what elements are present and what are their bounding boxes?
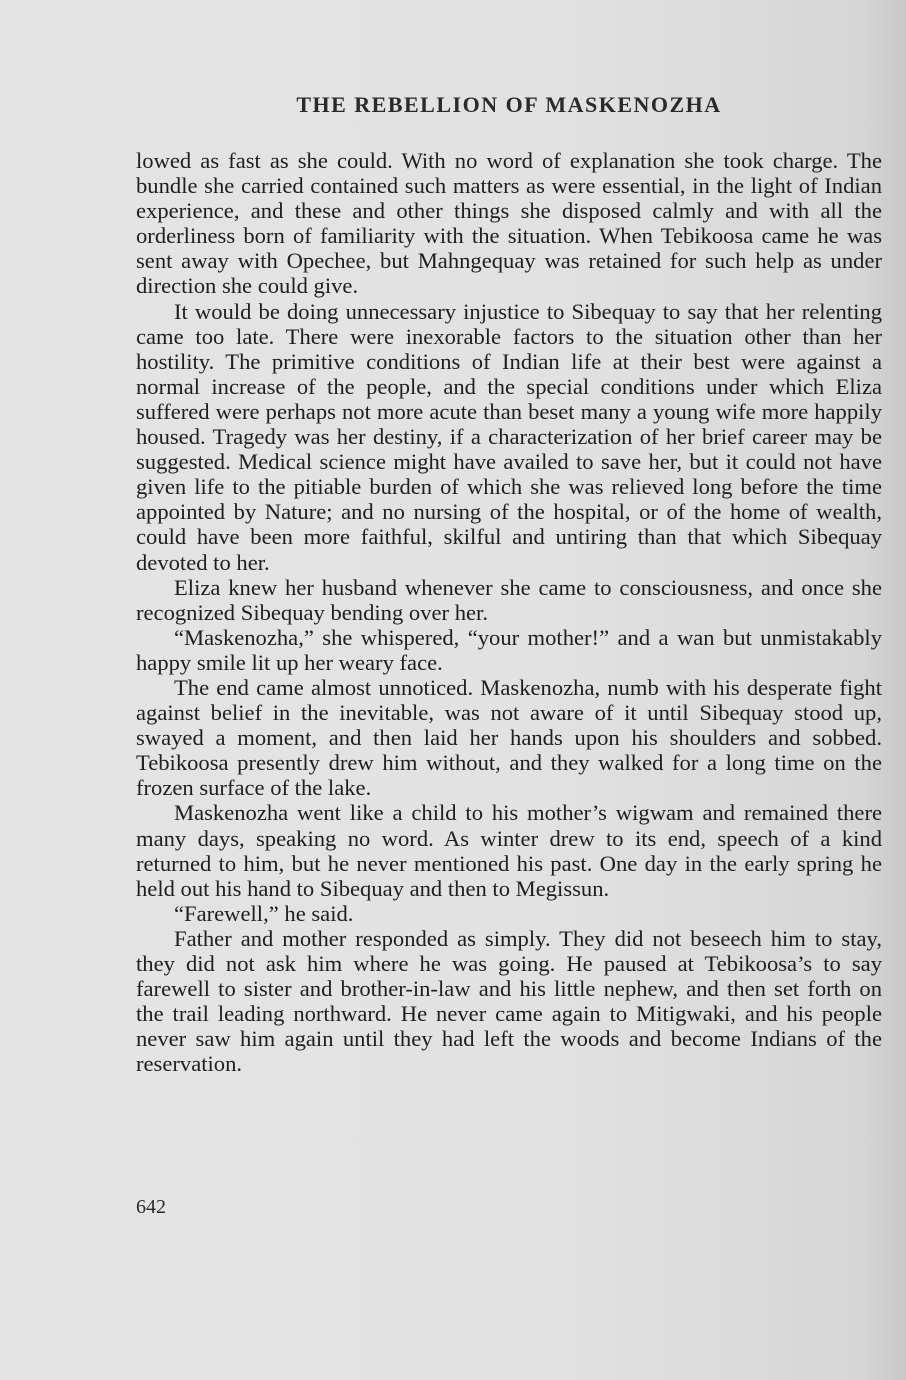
paragraph-3: Eliza knew her husband whenever she came to consciousness, and once she recognized Sibequay bending over her. [136, 574, 882, 625]
paragraph-8: Father and mother responded as simply. They did not beseech him to stay, they did not ask him where he was going. He paused at Tebikoosa’s to say farewell to sister and brother-in-law and his little nephew, and then set forth on the trail leading northward. He never came again to Mitigwaki, and his people never saw him again until they had left the woods and become Indians of the reservation. [136, 925, 882, 1077]
running-title: THE REBELLION OF MASKENOZHA [296, 92, 722, 117]
paragraph-1: lowed as fast as she could. With no word of explanation she took charge. The bundle she carried contained such matters as were essential, in the light of Indian experience, and these and other things she disposed calmly and with all the orderliness born of familiarity with the situation. When Tebikoosa came he was sent away with Opechee, but Mahngequay was retained for such help as under direction she could give. [136, 148, 882, 299]
paragraph-6: Maskenozha went like a child to his mother’s wigwam and remained there many days, speaking no word. As winter drew to its end, speech of a kind returned to him, but he never mentioned his past. One day in the early spring he held out his hand to Sibequay and then to Megissun. [136, 800, 882, 901]
paragraph-5: The end came almost unnoticed. Maskenozha, numb with his desperate fight against belief in the inevitable, was not aware of it until Sibequay stood up, swayed a moment, and then laid her hands upon his shoulders and sobbed. Tebikoosa presently drew him without, and they walked for a long time on the frozen surface of the lake. [136, 674, 882, 801]
paragraph-4: “Maskenozha,” she whispered, “your mother!” and a wan but unmistakably happy smile lit up her weary face. [136, 624, 882, 675]
page-number: 642 [136, 1196, 166, 1218]
body-text [136, 148, 882, 1076]
paragraph-2: It would be doing unnecessary injustice to Sibequay to say that her relenting came too late. There were inexorable factors to the situation other than her hostility. The primitive conditions of Indian life at their best were against a normal increase of the people, and the special conditions under which Eliza suffered were perhaps not more acute than beset many a young wife more happily housed. Tragedy was her destiny, if a characterization of her brief career may be suggested. Medical science might have availed to save her, but it could not have given life to the pitiable burden of which she was relieved long before the time appointed by Nature; and no nursing of the hospital, or of the home of wealth, could have been more faithful, skilful and untiring than that which Sibequay devoted to her. [136, 298, 882, 575]
paragraph-7: “Farewell,” he said. [174, 900, 354, 926]
